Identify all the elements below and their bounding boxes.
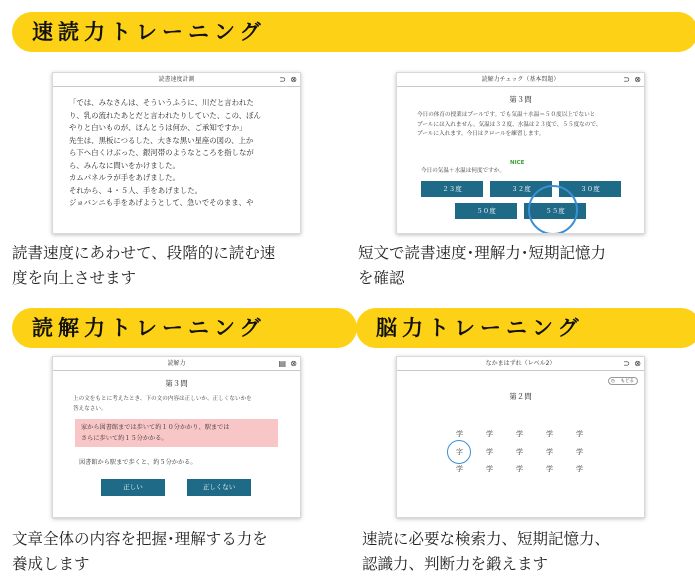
close-icon[interactable]: ⊗	[634, 359, 641, 368]
instruction	[53, 395, 300, 414]
comprehension-caption	[12, 527, 342, 577]
instruction-line: 答えなさい。	[73, 405, 107, 412]
comprehension-check-caption	[358, 241, 688, 291]
highlighted-statement	[75, 419, 278, 447]
speed-reading-window-title: 読書速度計測	[158, 76, 195, 83]
grid-char[interactable]: 学	[576, 448, 583, 456]
speed-reading-window	[52, 72, 301, 234]
statement-line: さらに歩いて約１５分かかる。	[81, 435, 168, 442]
caption-line: 短文で読書速度･理解力･短期記憶力	[358, 244, 607, 262]
grid-char[interactable]: 学	[546, 430, 553, 438]
story-line: 先生は、黒板につるした、大きな黒い星座の図の、上か	[69, 135, 254, 145]
check-prompt: 今日の気温＋水温は何度ですか。	[421, 168, 505, 174]
speed-reading-banner-text: 速読力トレーニング	[32, 20, 266, 44]
caption-line: 読書速度にあわせて、段階的に読む速	[12, 244, 276, 262]
brain-caption	[362, 527, 692, 577]
statement-line: 家から図書館までは歩いて約１０分かかり、駅までは	[81, 424, 230, 431]
passage	[397, 111, 644, 140]
option-30-button[interactable]: ３０度	[559, 181, 621, 197]
close-icon[interactable]: ⊗	[634, 75, 641, 84]
comprehension-banner-text: 読解力トレーニング	[32, 316, 266, 340]
story-line: ら、みんなに問いをかけました。	[69, 160, 180, 170]
story-text	[53, 87, 300, 210]
brain-titlebar	[397, 357, 644, 371]
timer-pill[interactable]	[608, 377, 638, 385]
question-number: 第３問	[165, 379, 188, 388]
option-55-button[interactable]: ５５度	[524, 203, 586, 219]
check-titlebar	[397, 73, 644, 87]
instruction-line: 上の文をもとに考えたとき、下の文の内容は正しいか、正しくないかを	[73, 396, 252, 402]
timer-label: もどる	[620, 379, 634, 384]
comprehension-window	[52, 356, 301, 518]
grid-char[interactable]: 学	[486, 448, 493, 456]
story-line: カムパネルラが手をあげました。	[69, 173, 180, 182]
grid-char[interactable]: 学	[486, 465, 493, 473]
grid-char[interactable]: 学	[546, 448, 553, 456]
grid-char[interactable]: 学	[516, 465, 523, 473]
story-line: 「では、みなさんは、そういうふうに、川だと言われた	[69, 98, 254, 107]
grid-char[interactable]: 学	[516, 430, 523, 438]
speed-reading-banner	[12, 12, 695, 52]
grid-char[interactable]: 学	[576, 465, 583, 473]
close-icon[interactable]: ⊗	[290, 75, 297, 84]
keyboard-icon[interactable]: ▤	[278, 359, 286, 368]
brain-banner-text: 脳力トレーニング	[376, 316, 584, 340]
story-line: ら下へ白くけぶった、銀河帯のようなところを指しなが	[69, 148, 254, 157]
caption-line: 養成します	[12, 555, 90, 573]
question-number: 第３問	[509, 95, 532, 104]
selection-circle	[528, 185, 578, 234]
grid-char[interactable]: 学	[456, 465, 463, 473]
grid-char[interactable]: 学	[516, 448, 523, 456]
passage-line: プールには入れません。気温は３２度、水温は２３度で、５５度なので、	[417, 121, 602, 128]
close-icon[interactable]: ⊗	[290, 359, 297, 368]
caption-line: 文章全体の内容を把握･理解する力を	[12, 530, 268, 548]
caption-line: を確認	[358, 269, 405, 287]
caption-line: 認識力、判断力を鍛えます	[362, 555, 549, 573]
return-icon[interactable]: ⊃	[623, 75, 630, 84]
grid-char[interactable]: 学	[456, 430, 463, 438]
question-number: 第２問	[509, 392, 532, 401]
speed-reading-caption	[12, 241, 342, 291]
option-32-button[interactable]: ３２度	[490, 181, 552, 197]
nice-feedback: NICE	[510, 160, 525, 166]
grid-char[interactable]: 学	[576, 430, 583, 438]
story-line: やりと白いものが、ほんとうは何か、ご承知ですか」	[69, 123, 247, 132]
caption-line: 度を向上させます	[12, 269, 137, 287]
brain-window	[396, 356, 645, 518]
return-icon[interactable]: ⊃	[279, 75, 286, 84]
grid-char[interactable]: 学	[546, 465, 553, 473]
return-icon[interactable]: ⊃	[623, 359, 630, 368]
comprehension-window-title: 読解力	[167, 360, 186, 367]
comprehension-banner	[12, 308, 357, 348]
caption-line: 速読に必要な検索力、短期記憶力、	[362, 530, 611, 548]
grid-char[interactable]: 学	[486, 430, 493, 438]
timer-icon: ◷	[611, 379, 615, 384]
story-line: り、乳の流れたあとだと言われたりしていた、この、ぼん	[69, 110, 261, 120]
check-window-title: 読解力チェック（基本問題）	[481, 76, 560, 83]
speed-reading-titlebar	[53, 73, 300, 87]
false-button[interactable]: 正しくない	[187, 479, 251, 496]
true-button[interactable]: 正しい	[101, 479, 165, 496]
passage-line: プールに入れます。今日はクロールを練習します。	[417, 131, 545, 137]
brain-window-title: なかまはずれ（レベル2）	[485, 360, 556, 367]
selection-circle	[447, 440, 471, 464]
grid-char-odd[interactable]: 字	[456, 448, 463, 456]
story-line: それから、４・５人、手をあげました。	[69, 185, 203, 195]
brain-banner	[356, 308, 695, 348]
comprehension-check-window	[396, 72, 645, 234]
passage-line: 今日の体育の授業はプールです。でも気温＋水温＝５０度以上でないと	[417, 112, 596, 118]
question-text: 図書館から駅まで歩くと、約５分かかる。	[79, 459, 197, 466]
story-line: ジョバンニも手をあげようとして、急いでそのまま、や	[69, 198, 254, 207]
option-23-button[interactable]: ２３度	[421, 181, 483, 197]
comprehension-titlebar	[53, 357, 300, 371]
option-50-button[interactable]: ５０度	[455, 203, 517, 219]
